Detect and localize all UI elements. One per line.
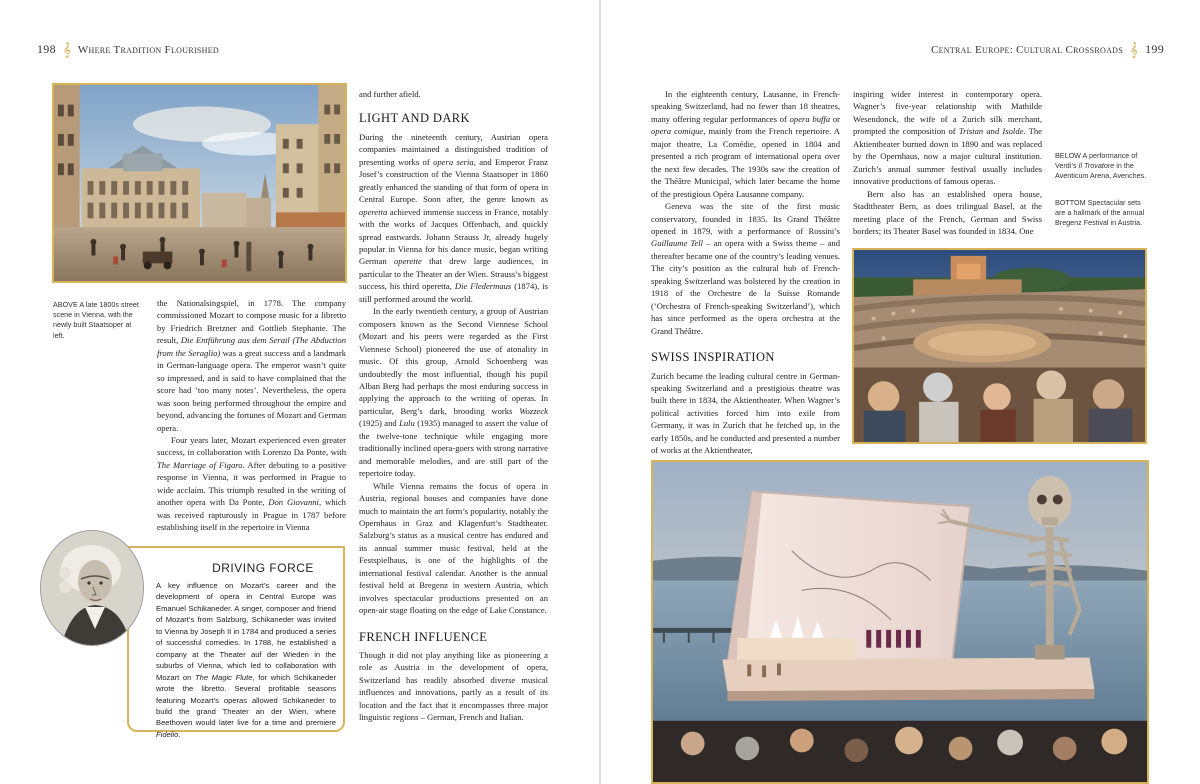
caption-bottom: BOTTOM Spectacular sets are a hallmark of the annual Bregenz Festival in Austria. <box>1055 198 1145 228</box>
treble-clef-icon: 𝄞 <box>1130 42 1139 57</box>
running-head-left <box>37 41 219 57</box>
page-gutter <box>599 0 601 784</box>
col3-paragraph-3: Zurich became the leading cultural centre in German-speaking Switzerland and a prestigious theatre was built there in 1834, the Aktientheater. When Wagner’s political activities forced him into exile from Germany, it was in Zurich that he fetched up, in the early 1850s, and he conducted and presented a number of works at the Aktientheater, <box>651 370 840 456</box>
heading-swiss-inspiration: SWISS INSPIRATION <box>651 350 775 365</box>
running-head-right-title: Central Europe: Cultural Crossroads <box>930 44 1123 56</box>
caption-vienna: ABOVE A late 1800s street scene in Vienna, with the newly built Staatsoper at left. <box>53 300 139 340</box>
col4-paragraph-2: Bern also has an established opera house, Stadttheater Bern, as does trilingual Basel, at the meeting place of the French, German and Swiss borders; its Theater Basel was founded in 1834. One <box>853 188 1042 236</box>
column-2 <box>359 88 548 724</box>
col3-paragraph-2: Geneva was the site of the first music conservatory, founded in 1835. Its Grand Théâtre opened in 1879, with a performance of Rossini’s Guillaume Tell – an opera with a Swiss theme – and thereafter became one of the country’s leading venues. The city’s position as the cultural hub of French-speaking Switzerland was bolstered by the creation in 1918 of the Orchestre de la Suisse Romande (‘Orchestra of French-speaking Switzerland’), which has since performed as the opera orchestra at the Grand Théâtre. <box>651 201 840 336</box>
col4-paragraph-1: inspiring wider interest in contemporary opera. Wagner’s five-year relationship with Mathilde Wesendonck, the wife of a Zurich silk merchant, prompted the composition of Tristan and Isolde. The Aktientheater burned down in 1890 and was replaced by the Opernhaus, now a major cultural institution. Zurich’s annual summer festival usually includes innovative productions of famous operas. <box>853 89 1042 187</box>
heading-light-and-dark: LIGHT AND DARK <box>359 111 470 126</box>
sidebar-text <box>40 580 336 740</box>
page-number-right: 199 <box>1145 42 1164 56</box>
col2-paragraph-1: During the nineteenth century, Austrian opera companies maintained a distinguished tradition of presenting works of opera seria, and Emperor Franz Josef’s construction of the Vienna Staatsoper in 1860 greatly enhanced the standing of that form of opera in Central Europe. Soon after, the genre known as operetta achieved immense success in France, notably with the works of Jacques Offenbach, and quickly spread eastwards. Johann Strauss Jr, already hugely popular in Vienna for his dance music, began writing German operette that drew large audiences, in particular to the Theater an der Wien. Strauss’s biggest success, his third operetta, Die Fledermaus (1874), is still performed around the world. <box>359 131 549 304</box>
column-1 <box>157 297 346 534</box>
running-head-left-title: Where Tradition Flourished <box>77 44 220 56</box>
heading-french-influence: FRENCH INFLUENCE <box>359 629 488 644</box>
column-3 <box>651 88 840 457</box>
page-number-left: 198 <box>37 42 56 56</box>
running-head-right <box>931 41 1164 57</box>
sidebar-title: DRIVING FORCE <box>212 561 314 575</box>
vienna-street-painting <box>52 83 347 283</box>
col2-paragraph-2: In the early twentieth century, a group of Austrian composers known as the Second Viennese School (Mozart and his peers were regarded as the First Viennese School) pioneered the use of atonality in music. Of this group, Arnold Schoenberg was undoubtedly the most influential, though his pupil Alban Berg had perhaps the most enduring success in applying the approach to the writing of operas. In particular, Berg’s dark, brooding works Wozzeck (1925) and Lulu (1935) managed to assert the value of the twelve-tone technique while engaging more traditionally inclined opera-goers with strong narrative and memorable melodies, and are still part of the repertoire today. <box>359 306 548 479</box>
column-4 <box>853 88 1042 237</box>
col2-paragraph-4: Though it did not play anything like as pioneering a role as Austria in the development of opera, Switzerland has readily absorbed diverse musical influences and innovations, partly as a result of its location and the fact that it encompasses three major linguistic regions – German, French and Italian. <box>359 650 548 723</box>
aventicum-arena-photo <box>852 248 1147 444</box>
sidebar-paragraph: A key influence on Mozart’s career and the development of opera in Central Europe was Emanuel Schikaneder. A singer, composer and friend of Mozart’s from Salzburg, Schikaneder was invited to Vienna by Joseph II in 1784 and produced a series of successful comedies. In 1788, he established a company at the Theater auf der Wieden in the suburbs of Vienna, which led to collaboration with Mozart on The Magic Flute, for which Schikaneder wrote the libretto. Several profitable seasons featuring Mozart’s operas allowed Schikaneder to build the grand Theater an der Wien, where Beethoven would later live for a time and premiere Fidelio. <box>156 581 336 739</box>
caption-below: BELOW A performance of Verdi’s Il Trovatore in the Aventicum Arena, Avenches. <box>1055 151 1147 181</box>
treble-clef-icon: 𝄞 <box>62 42 71 57</box>
col1-paragraph-1: the Nationalsingspiel, in 1778. The company commissioned Mozart to compose music for a libretto by Friedrich Bretzner and Gottlieb Stephanie. The result, Die Entführung aus dem Serail (The Abduction from the Seraglio) was a great success and a landmark in German-language opera. The emperor wasn’t quite so impressed, and is said to have complained that the score had ‘too many notes’. Nevertheless, the opera was soon being performed throughout the empire and beyond, advancing the fortunes of Mozart and German opera. <box>157 298 347 433</box>
col2-paragraph-3: While Vienna remains the focus of opera in Austria, regional houses and companies have done much to maintain the art form’s popularity, notably the Opernhaus in Graz and Klagenfurt’s Stadtheater. Salzburg’s status as a musical centre has endured and its annual summer music festival, held at the Festspielhaus, is one of the highlights of the international festival calendar. Another is the annual festival held at Bregenz in western Austria, which involves spectacular productions presented on an open-air stage floating on the edge of Lake Constance. <box>359 480 548 616</box>
bregenz-festival-photo <box>651 460 1149 784</box>
col1-paragraph-2: Four years later, Mozart experienced even greater success, in collaboration with Lorenzo Da Ponte, with The Marriage of Figaro. After debuting to a positive response in Vienna, it was performed in Prague to wide acclaim. This triumph resulted in the writing of another opera with Da Ponte, Don Giovanni, which was received rapturously in Prague in 1787 before establishing itself in the repertoire in Vienna <box>157 434 346 533</box>
col3-paragraph-1: In the eighteenth century, Lausanne, in French-speaking Switzerland, had no fewer than 18 theatres, many offering regular performances of opera buffa or opera comique, mainly from the French repertoire. A major theatre, La Comédie, opened in 1804 and presented a rich program of international opera over the next few decades. The 1930s saw the creation of the Théâtre Municipal, which later became the home of the prestigious Opéra Lausanne company. <box>651 89 840 199</box>
col2-continuation: and further afield. <box>359 89 421 99</box>
